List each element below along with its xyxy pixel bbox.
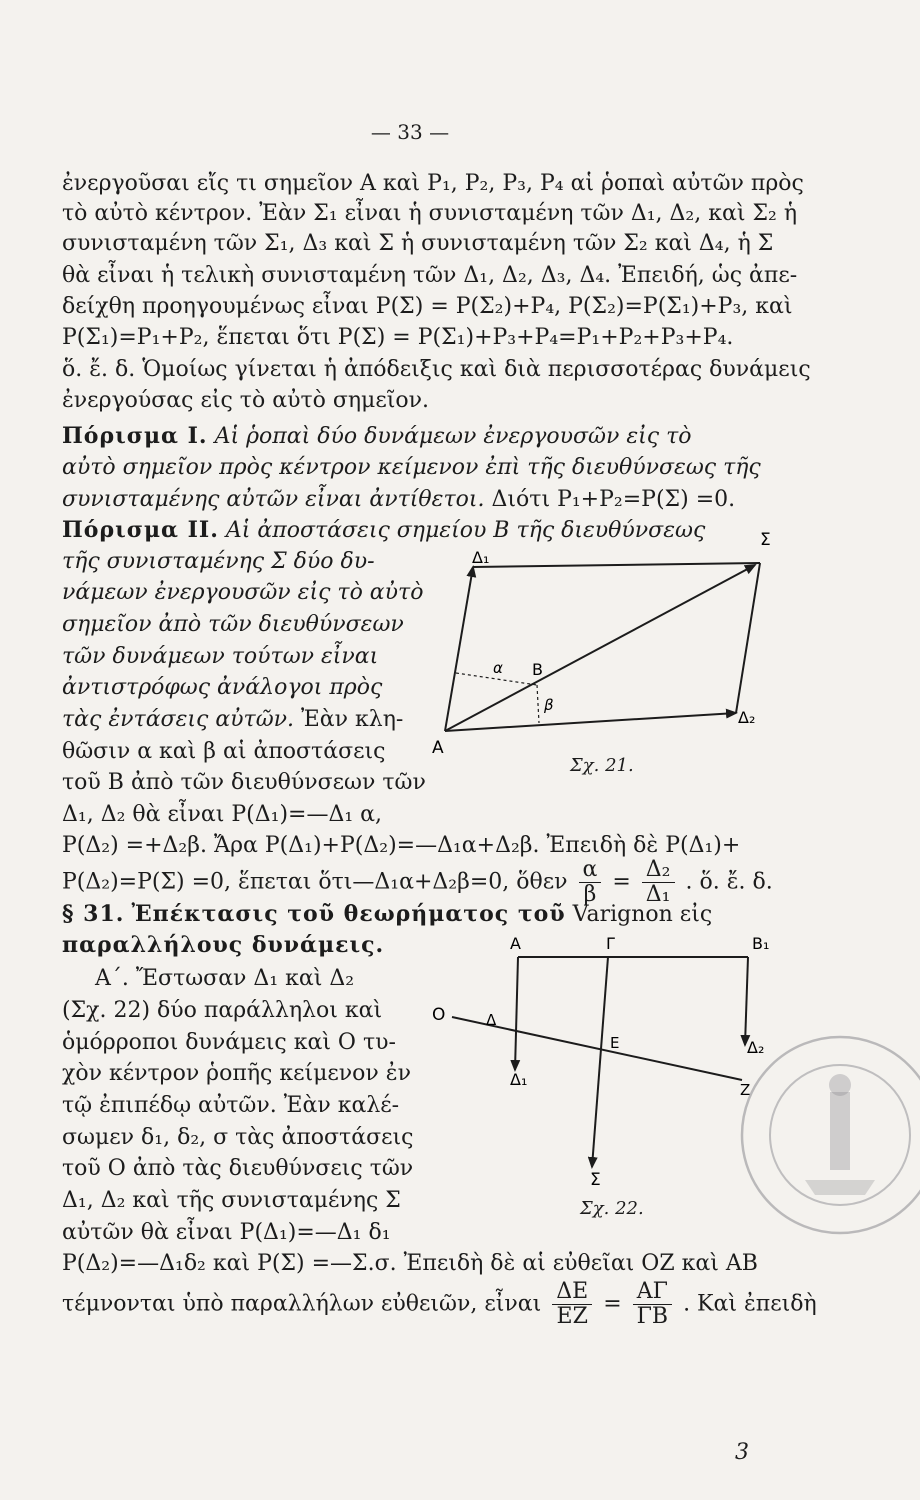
label-z: Z [740,1081,751,1099]
label-d: Δ [486,1011,497,1029]
label-a: A [432,738,444,758]
force-d1-arrow [445,567,473,731]
conclusion-end: . ὅ. ἔ. δ. [685,869,773,895]
label-g: Γ [606,935,615,953]
porisma-2-line: τοῦ B ἀπὸ τῶν διευθύνσεων τῶν [62,770,426,795]
label-beta: β [544,696,554,714]
porisma-1-line: αὐτὸ σημεῖον πρὸς κέντρον κείμενον ἐπὶ τῆς διευθύνσεως τῆς [62,455,761,480]
porisma-1-line [62,486,735,514]
figure-21-diagram [420,525,780,775]
force-d1-arrow [515,957,518,1070]
porisma-1-heading: Πόρισμα I. [62,423,208,449]
section-31-title [62,900,712,929]
label-d1: Δ₁ [510,1070,528,1089]
fraction [633,1280,672,1329]
text-line: ἐνεργούσας εἰς τὸ αὐτὸ σημεῖον. [62,388,429,413]
porisma-2-line: Δ₁, Δ₂ θὰ εἶναι P(Δ₁)=—Δ₁ α, [62,802,383,827]
resultant-s-arrow [445,565,755,731]
porisma-2-line: θῶσιν α καὶ β αἱ ἀποστάσεις [62,739,386,764]
text-line: δείχθη προηγουμένως εἶναι P(Σ) = P(Σ₂)+P₄, P(Σ₂)=P(Σ₁)+P₃, καὶ [62,294,793,319]
conclusion-text: P(Δ₂)=P(Σ) =0, ἕπεται ὅτι—Δ₁α+Δ₂β=0, ὅθεν [62,869,568,895]
last-line-end: . Καὶ ἐπειδὴ [683,1291,817,1317]
porisma-2-text: Ἐὰν κλη- [301,707,404,732]
label-s: Σ [760,530,771,550]
fraction-numerator: Δ₂ [642,858,675,883]
fraction [552,1280,592,1329]
label-alpha: α [493,659,503,677]
porisma-2-text: τὰς ἐντάσεις αὐτῶν. [62,707,295,732]
label-b: B₁ [752,935,770,953]
section-31-line: P(Δ₂)=—Δ₁δ₂ καὶ P(Σ) =—Σ.σ. Ἐπειδὴ δὲ αἱ εὐθεῖαι OZ καὶ AB [62,1251,758,1276]
label-o: O [432,1005,446,1025]
label-b: B [532,660,543,679]
fraction-numerator: ΔΕ [552,1280,592,1305]
figure-21-caption: Σχ. 21. [570,755,634,776]
label-e: E [610,1034,620,1052]
section-31-line: χὸν κέντρον ῥοπῆς κείμενον ἐν [62,1061,411,1086]
force-d2-arrow [445,713,736,731]
section-31-line: Α΄. Ἔστωσαν Δ₁ καὶ Δ₂ [95,966,355,991]
porisma-1-text: συνισταμένης αὐτῶν εἶναι ἀντίθετοι. [62,487,485,512]
porisma-1-line [62,422,692,451]
section-number: § 31. [62,901,125,927]
section-31-line: τοῦ O ἀπὸ τὰς διευθύνσεις τῶν [62,1156,414,1181]
fraction-denominator: Δ₁ [645,882,671,907]
porisma-2-line: σημεῖον ἀπὸ τῶν διευθύνσεων [62,612,404,637]
fraction-denominator: ΓΒ [636,1304,669,1329]
section-title-plain: Varignon εἰς [572,902,713,927]
equals-sign: = [612,869,631,895]
label-d2: Δ₂ [738,708,756,727]
porisma-2-line: τῆς συνισταμένης Σ δύο δυ- [62,549,375,574]
label-d1: Δ₁ [472,548,490,567]
section-31-title: παραλλήλους δυνάμεις. [62,932,385,958]
distance-beta [537,685,539,723]
parallelogram-side [736,563,760,713]
porisma-1-text: Αἱ ῥοπαὶ δύο δυνάμεων ἐνεργουσῶν εἰς τὸ [214,424,692,449]
porisma-2-line [62,706,403,734]
section-31-line: Δ₁, Δ₂ καὶ τῆς συνισταμένης Σ [62,1188,401,1213]
text-line: P(Σ₁)=P₁+P₂, ἕπεται ὅτι P(Σ) = P(Σ₁)+P₃+P₄=P₁+P₂+P₃+P₄. [62,325,734,350]
fraction-denominator: β [583,882,597,907]
section-31-line: σωμεν δ₁, δ₂, σ τὰς ἀποστάσεις [62,1125,414,1150]
library-stamp-icon [735,1030,920,1240]
text-line: συνισταμένη τῶν Σ₁, Δ₃ καὶ Σ ἡ συνισταμένη τῶν Σ₂ καὶ Δ₄, ἡ Σ [62,231,774,256]
porisma-2-line: νάμεων ἐνεργουσῶν εἰς τὸ αὐτὸ [62,580,424,605]
porisma-2-line: τῶν δυνάμεων τούτων εἶναι [62,644,379,669]
footer-signature-number: 3 [735,1440,749,1465]
section-title: Ἐπέκτασις τοῦ θεωρήματος τοῦ [131,901,566,927]
text-line: ἐνεργοῦσαι εἴς τι σημεῖον A καὶ P₁, P₂, P₃, P₄ αἱ ῥοπαὶ αὐτῶν πρὸς [62,171,804,196]
porisma-2-line: ἀντιστρόφως ἀνάλογοι πρὸς [62,675,383,700]
porisma-2-text: Αἱ ἀποστάσεις σημείου B τῆς διευθύνσεως [225,518,706,543]
text-line: τὸ αὐτὸ κέντρον. Ἐὰν Σ₁ εἶναι ἡ συνισταμένη τῶν Δ₁, Δ₂, καὶ Σ₂ ἡ [62,201,798,226]
section-31-line: (Σχ. 22) δύο παράλληλοι καὶ [62,998,383,1023]
text-line: ὅ. ἔ. δ. Ὁμοίως γίνεται ἡ ἀπόδειξις καὶ διὰ περισσοτέρας δυνάμεις [62,357,811,382]
label-d2: Δ₂ [747,1038,765,1057]
section-31-line: αὐτῶν θὰ εἶναι P(Δ₁)=—Δ₁ δ₁ [62,1220,391,1245]
section-31-line: ὁμόρροποι δυνάμεις καὶ O τυ- [62,1030,396,1055]
figure-22-caption: Σχ. 22. [580,1198,644,1219]
label-a: A [510,935,521,953]
resultant-s-arrow [592,957,608,1167]
porisma-2-line: P(Δ₂) =+Δ₂β. Ἄρα P(Δ₁)+P(Δ₂)=—Δ₁α+Δ₂β. Ἐπειδὴ δὲ P(Δ₁)+ [62,833,741,858]
fraction-numerator: ΑΓ [633,1280,672,1305]
fraction-denominator: ΕΖ [556,1304,588,1329]
label-s: Σ [590,1170,601,1190]
porisma-2-heading: Πόρισμα II. [62,517,219,543]
section-31-last-line [62,1280,817,1329]
last-line-text: τέμνονται ὑπὸ παραλλήλων εὐθειῶν, εἶναι [62,1291,542,1317]
parallelogram-side [473,563,760,567]
section-31-line: τῷ ἐπιπέδῳ αὐτῶν. Ἐὰν καλέ- [62,1093,400,1118]
fraction-numerator: α [579,858,602,883]
page-number: — 33 — [370,120,450,144]
equals-sign: = [603,1291,622,1317]
text-line: θὰ εἶναι ἡ τελικὴ συνισταμένη τῶν Δ₁, Δ₂, Δ₃, Δ₄. Ἐπειδή, ὡς ἀπε- [62,263,798,288]
porisma-1-proof: Διότι P₁+P₂=P(Σ) =0. [491,487,736,512]
